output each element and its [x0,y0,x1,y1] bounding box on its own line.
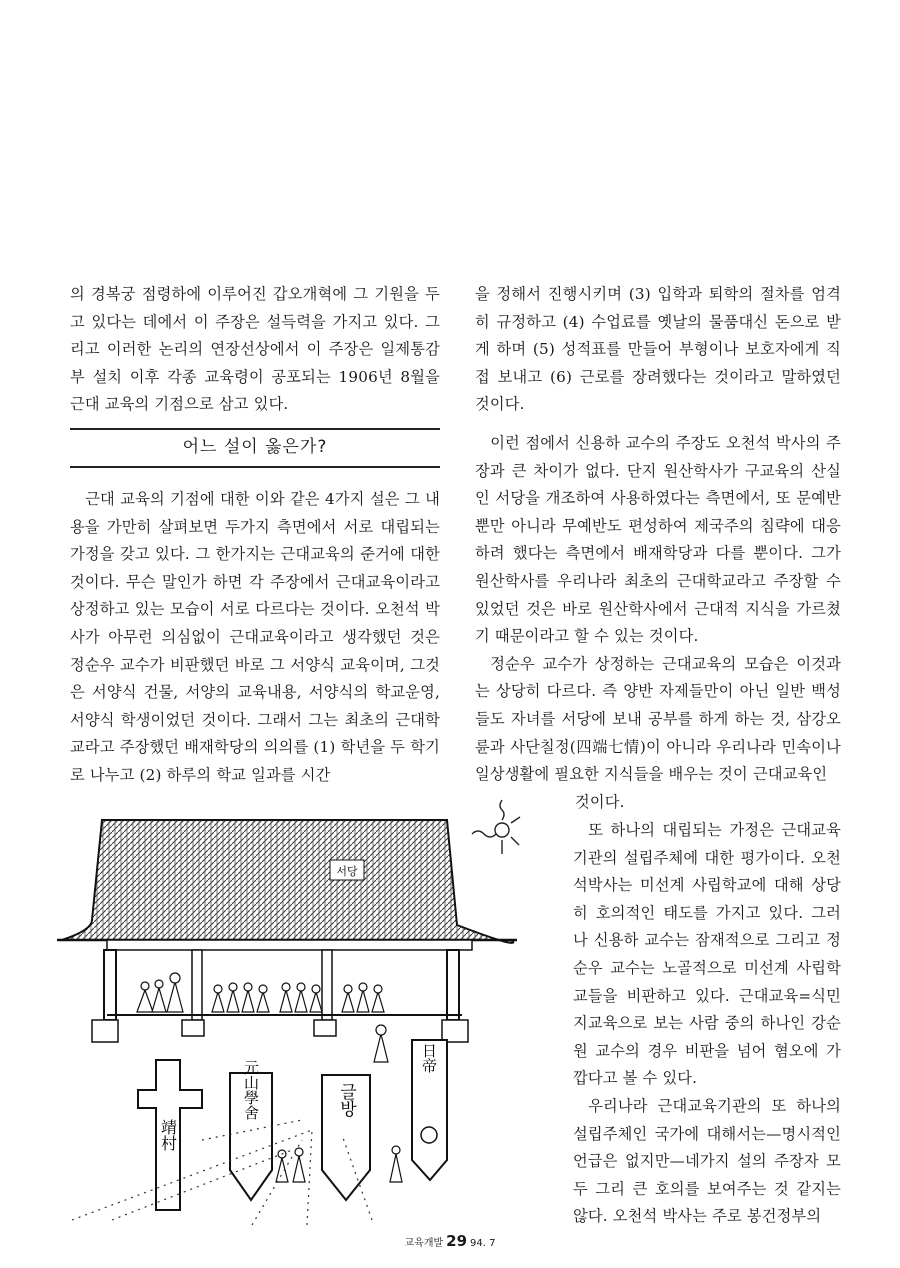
banner-2-text: 元山學舍 [242,1060,260,1120]
students-group [137,973,384,1012]
right-narrow-block [573,817,841,1231]
right-top-paragraph: 을 정해서 진행시키며 (3) 입학과 퇴학의 절차를 엄격히 규정하고 (4) 수업료를 옛날의 물품대신 돈으로 받게 하며 (5) 성적표를 만들어 부형이나 보호자에게 직접 보내고 (6) 근로를 장려했다는 것이라고 말하였던 것이다. [475,285,841,414]
sun-icon [472,800,520,854]
banner-1-text: 靖村 [158,1119,178,1151]
right-paragraph-5: 우리나라 근대교육기관의 또 하나의 설립주체인 국가에 대해서는—명시적인 언급은 없지만—네가지 설의 주장자 모두 그리 큰 호의를 보여주는 것 같지는 않다. 오천석 박사는 주로 봉건정부의 [573,1096,841,1226]
right-paragraph-2: 이런 점에서 신용하 교수의 주장도 오천석 박사의 주장과 큰 차이가 없다. 단지 원산학사가 구교육의 산실인 서당을 개조하여 사용하였다는 측면에서, 또 문예반뿐만 아니라 무예반도 편성하여 제국주의 침략에 대응하려 했다는 측면에서 배재학당과 다를 뿐이다. 그가 원산학사를 우리나라 최초의 근대학교라고 주장할 수 있었던 것은 바로 원산학사에서 근대적 지식을 가르쳤기 때문이라고 할 수 있는 것이다. [475,434,841,646]
banner-4-text: 日帝 [420,1043,438,1073]
right-paragraph-3: 정순우 교수가 상정하는 근대교육의 모습은 이것과는 상당히 다르다. 즉 양반 자제들만이 아닌 일반 백성들도 자녀를 서당에 보내 공부를 하게 하는 것, 삼강오륜과 사단칠정(四端七情)이 아니라 우리나라 민속이나 일상생활에 필요한 지식들을 배우는 것이 근대교육인 [475,654,841,784]
right-paragraph-3-end: 것이다. [575,792,625,811]
magazine-name: 교육개발 [404,1238,444,1249]
right-paragraph-4: 또 하나의 대립되는 가정은 근대교육기관의 설립주체에 대한 평가이다. 오천석박사는 미선계 사립학교에 대해 상당히 호의적인 태도를 가지고 있다. 그러나 신용하 교수는 잠재적으로 그리고 정순우 교수는 노골적으로 미선계 사립학교들을 비판하고 있다. 근대교육=식민지교육으로 보는 사람 중의 하나인 강순원 교수의 경우 비판을 넘어 혐오에 가깝다고 볼 수 있다. [573,821,841,1088]
roof-sign: 서당 [336,865,358,878]
roof [62,820,513,943]
left-top-paragraph-block [70,281,440,419]
banner-3-text: 글방 [336,1083,356,1117]
heading-top-rule [70,428,440,430]
issue-label: 94. 7 [470,1238,496,1249]
seodang-illustration [52,790,572,1230]
section-heading: 어느 설이 옳은가? [182,437,328,457]
left-body-block [70,486,440,790]
left-body-paragraph: 근대 교육의 기점에 대한 이와 같은 4가지 설은 그 내용을 가만히 살펴보면 두가지 측면에서 서로 대립되는 가정을 갖고 있다. 그 한가지는 근대교육의 준거에 대한 것이다. 무슨 말인가 하면 각 주장에서 근대교육이라고 상정하고 있는 모습이 서로 다르다는 것이다. 오천석 박사가 아무런 의심없이 근대교육이라고 생각했던 것은 정순우 교수가 비판했던 바로 그 서양식 교육이며, 그것은 서양식 건물, 서양의 교육내용, 서양식의 학교운영, 서양식 학생이었던 것이다. 그래서 그는 최초의 근대학교라고 주장했던 배재학당의 의의를 (1) 학년을 두 학기로 나누고 (2) 하루의 학교 일과를 시간 [70,490,440,784]
right-body-block [475,430,841,816]
page-footer [0,1232,900,1250]
heading-bottom-rule [70,466,440,468]
page-number: 29 [446,1232,468,1250]
right-top-paragraph-block [475,281,841,419]
left-top-paragraph: 의 경복궁 점령하에 이루어진 갑오개혁에 그 기원을 두고 있다는 데에서 이 주장은 설득력을 가지고 있다. 그리고 이러한 논리의 연장선상에서 이 주장은 일제통감부 설치 이후 각종 교육령이 공포되는 1906년 8월을 근대 교육의 기점으로 삼고 있다. [70,285,440,414]
